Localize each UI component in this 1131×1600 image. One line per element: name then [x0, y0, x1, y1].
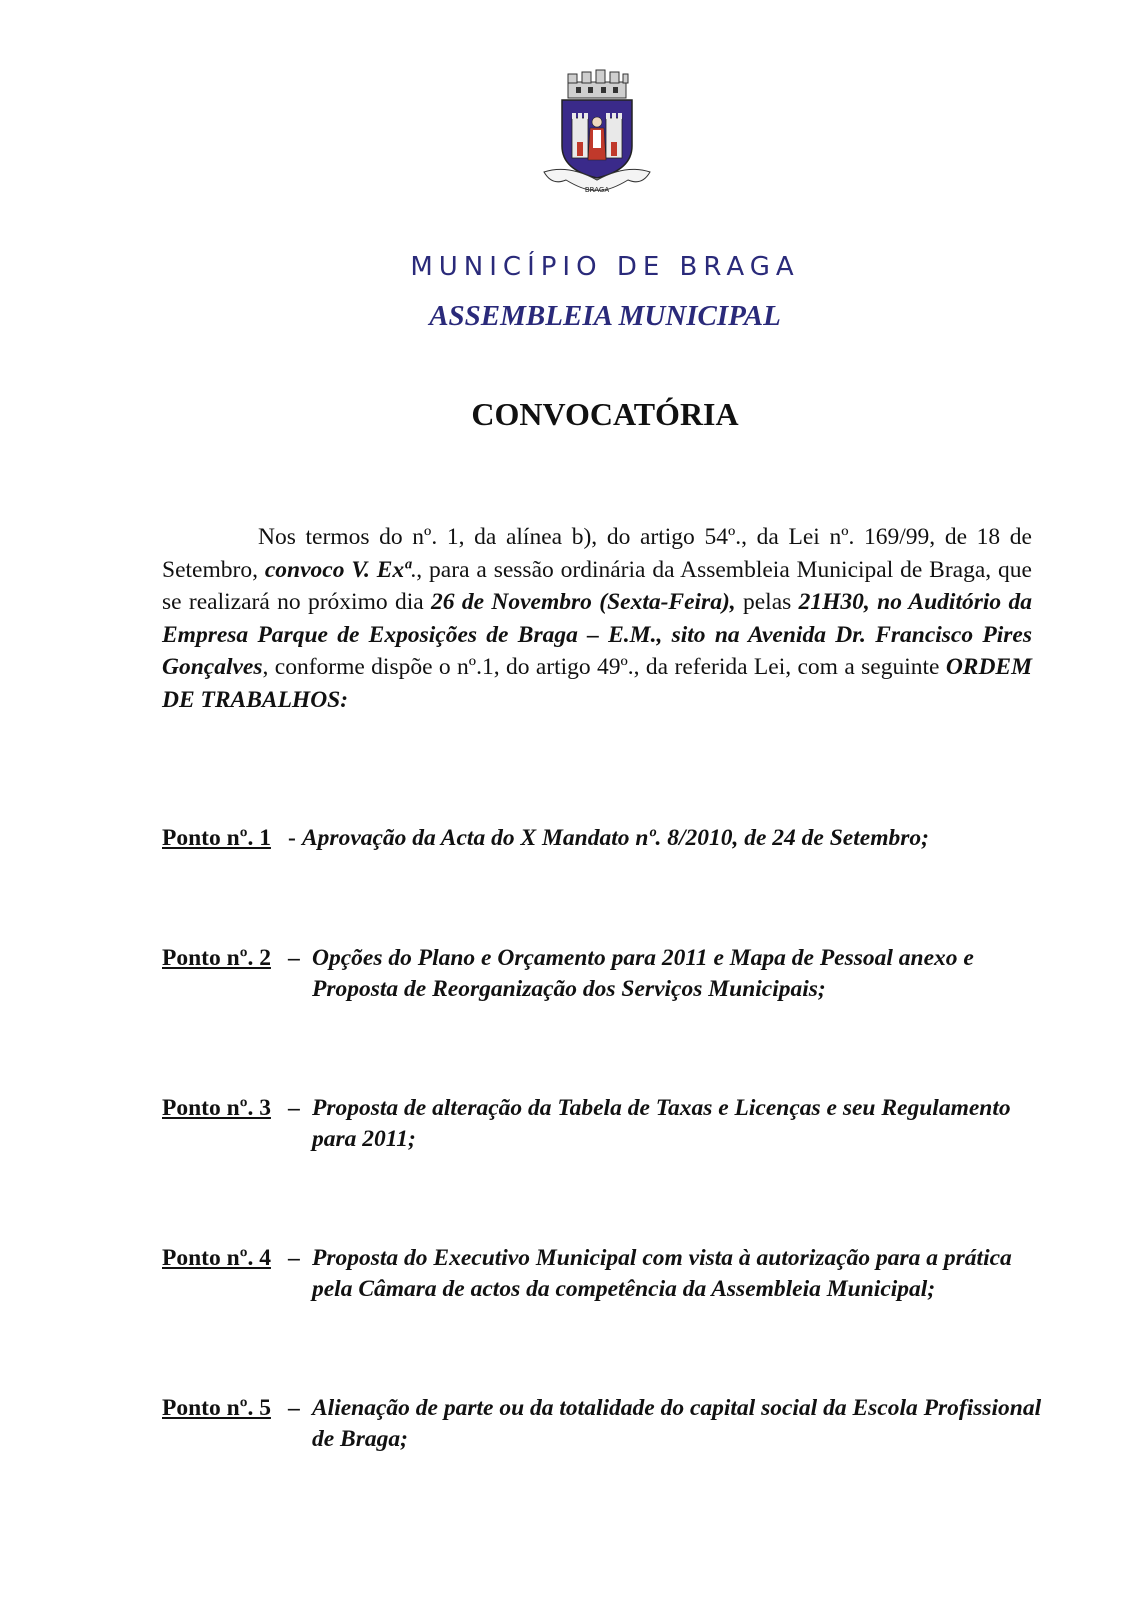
braga-coat-of-arms [538, 68, 656, 198]
agenda-item-text: Aprovação da Acta do X Mandato nº. 8/2010, de 24 de Setembro; [302, 825, 929, 851]
agenda-item-separator: – [288, 945, 300, 971]
intro-text-1: Nos termos do nº. 1, da alínea b), do artigo 54º., da Lei nº. 169/99, de 18 de Setembro, [162, 524, 1032, 583]
agenda-item-separator: - [288, 825, 296, 851]
intro-text-3: pelas [735, 589, 799, 615]
intro-convoco: convoco V. Exª [264, 556, 411, 583]
intro-agenda-heading: ORDEM DE TRABALHOS: [162, 654, 1032, 713]
agenda-item-text: Opções do Plano e Orçamento para 2011 e Mapa de Pessoal anexo e Proposta de Reorganização dos Serviços Municipais; [312, 945, 974, 1002]
agenda-item-separator: – [288, 1395, 300, 1421]
crest-caption: BRAGA [584, 186, 610, 194]
intro-paragraph [162, 521, 1032, 716]
intro-venue: 21H30, no Auditório da Empresa Parque de Exposições de Braga – E.M., sito na Avenida Dr. Francisco Pires Gonçalves [162, 589, 1033, 680]
agenda-item-label: Ponto nº. 3 [162, 1095, 271, 1121]
agenda-item-text: Proposta de alteração da Tabela de Taxas e Licenças e seu Regulamento para 2011; [312, 1095, 1011, 1152]
document-title: CONVOCATÓRIA [471, 396, 739, 432]
assembly-heading: ASSEMBLEIA MUNICIPAL [429, 300, 781, 332]
municipality-heading: MUNICÍPIO DE BRAGA [410, 252, 800, 282]
agenda-item-text: Proposta do Executivo Municipal com vista à autorização para a prática pela Câmara de actos da competência da Assembleia Municipal; [312, 1245, 1012, 1302]
agenda-item-separator: – [288, 1245, 300, 1271]
intro-text-4: , conforme dispõe o nº.1, do artigo 49º., da referida Lei, com a seguinte [262, 654, 946, 680]
intro-date: 26 de Novembro (Sexta-Feira), [431, 589, 736, 615]
agenda-item-label: Ponto nº. 4 [162, 1245, 271, 1271]
agenda-item-label: Ponto nº. 2 [162, 945, 271, 971]
agenda-item-text: Alienação de parte ou da totalidade do capital social da Escola Profissional de Braga; [312, 1395, 1042, 1452]
intro-text-2: ., para a sessão ordinária da Assembleia Municipal de Braga, que se realizará no próximo dia [162, 556, 1032, 615]
agenda-item-label: Ponto nº. 1 [162, 825, 271, 851]
agenda-item-label: Ponto nº. 5 [162, 1395, 271, 1421]
agenda-item-separator: – [288, 1095, 300, 1121]
